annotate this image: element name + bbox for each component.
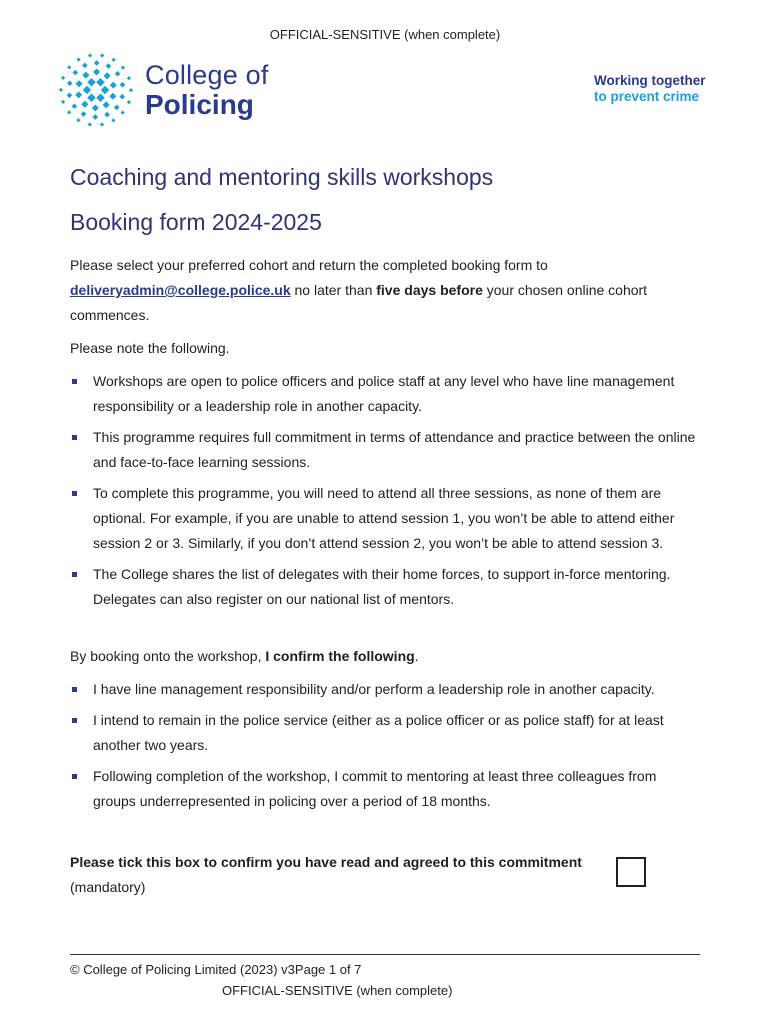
- intro-text-end: your chosen online cohort commences.: [70, 282, 648, 323]
- confirmations-list: [70, 677, 700, 820]
- confirm-intro-bold: I confirm the following: [265, 648, 415, 664]
- list-item: Workshops are open to police officers and police staff at any level who have line management responsibility or a leadership role in another capacity.: [70, 369, 700, 419]
- tagline-line-2: to prevent crime: [594, 88, 700, 104]
- footer-divider: [70, 954, 700, 955]
- logo-line-2: Policing: [145, 88, 254, 120]
- tagline: [594, 73, 706, 104]
- intro-emphasis: five days before: [376, 282, 483, 298]
- intro-text-middle: no later than: [290, 282, 377, 298]
- notes-list: [70, 369, 700, 618]
- note-heading: Please note the following.: [70, 340, 230, 356]
- bullet-icon: [72, 572, 77, 577]
- confirm-intro: By booking onto the workshop, I confirm the following.: [70, 648, 419, 664]
- commitment-checkbox[interactable]: [616, 857, 646, 887]
- intro-paragraph: [70, 253, 710, 328]
- logo-line-1: College of: [145, 59, 269, 90]
- page-title: Coaching and mentoring skills workshops: [70, 164, 494, 190]
- bullet-icon: [72, 491, 77, 496]
- page-subtitle: Booking form 2024-2025: [70, 209, 322, 235]
- email-link[interactable]: deliveryadmin@college.police.uk: [70, 282, 291, 298]
- list-item: This programme requires full commitment in terms of attendance and practice between the online and face-to-face learning sessions.: [70, 425, 700, 475]
- list-item: I have line management responsibility and/or perform a leadership role in another capacity.: [70, 677, 700, 702]
- tagline-line-1: Working together: [594, 73, 706, 88]
- bullet-icon: [72, 435, 77, 440]
- list-item: The College shares the list of delegates with their home forces, to support in-force mentoring. Delegates can also register on our national list of mentors.: [70, 562, 700, 612]
- bullet-icon: [72, 379, 77, 384]
- list-item: I intend to remain in the police service (either as a police officer or as police staff) for at least another two years.: [70, 708, 700, 758]
- list-item: To complete this programme, you will need to attend all three sessions, as none of them are optional. For example, if you are unable to attend session 1, you won’t be able to attend either session 2 or 3. Similarly, if you don’t attend session 2, you won’t be able to attend session 3.: [70, 481, 700, 556]
- bullet-icon: [72, 718, 77, 723]
- list-item: Following completion of the workshop, I commit to mentoring at least three colleagues from groups underrepresented in policing over a period of 18 months.: [70, 764, 700, 814]
- commitment-label: Please tick this box to confirm you have read and agreed to this commitment (mandatory): [70, 854, 582, 895]
- logo-mark-icon: [55, 50, 137, 130]
- footer-copyright: © College of Policing Limited (2023) v3Page 1 of 7: [70, 962, 362, 977]
- header-classification: OFFICIAL-SENSITIVE (when complete): [269, 27, 501, 42]
- intro-text-start: Please select your preferred cohort and return the completed booking form to: [70, 257, 548, 273]
- bullet-icon: [72, 774, 77, 779]
- footer-classification: OFFICIAL-SENSITIVE (when complete): [222, 983, 453, 998]
- bullet-icon: [72, 687, 77, 692]
- college-of-policing-logo: [55, 50, 269, 130]
